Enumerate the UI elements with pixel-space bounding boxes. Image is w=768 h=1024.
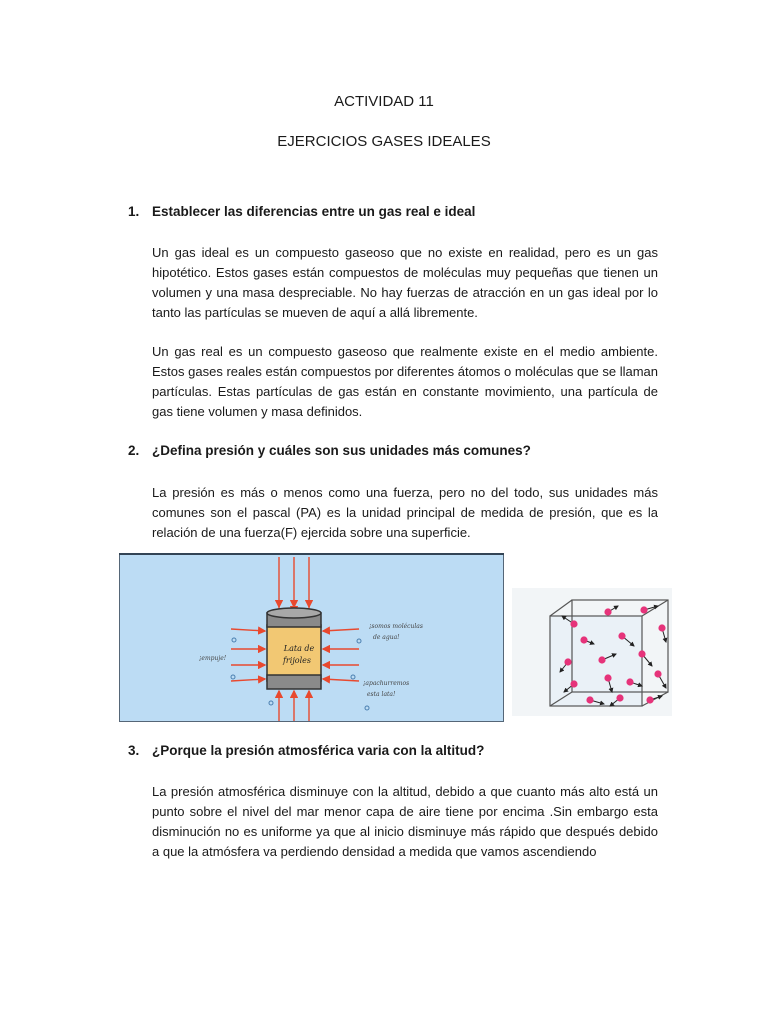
note-push: ¡empuje! [199, 655, 227, 662]
gas-particle [626, 678, 633, 685]
question-3 [128, 743, 484, 758]
note-molecules-line-2: de agua! [373, 634, 400, 641]
answer-3-paragraph-1: La presión atmosférica disminuye con la altitud, debido a que cuanto más alto está un punto sobre el nivel del mar menor capa de aire tiene por encima .Sin embargo esta disminución no es uniforme ya que al inicio disminuye más rápido que después debido a que la atmósfera va perdiendo densidad a medida que vamos ascendiendo [152, 784, 658, 859]
question-2 [128, 443, 531, 458]
question-text: ¿Porque la presión atmosférica varia con la altitud? [152, 743, 485, 758]
gas-particle [618, 632, 625, 639]
question-number: 3. [128, 743, 140, 758]
gas-particle [616, 694, 623, 701]
gas-particles-cube-figure [512, 588, 672, 716]
question-number: 2. [128, 443, 140, 458]
gas-particle [598, 656, 605, 663]
answer-1-paragraph-2: Un gas real es un compuesto gaseoso que realmente existe en el medio ambiente. Estos gases reales están compuestos por diferentes átomos o moléculas que se llaman partículas. Estas partículas de gas están en constante movimiento, una partícula de gas tiene volumen y masa definidos. [152, 344, 658, 419]
gas-particle [570, 620, 577, 627]
gas-particle [658, 624, 665, 631]
gas-particle [604, 674, 611, 681]
gas-particle [564, 658, 571, 665]
gas-particle [604, 608, 611, 615]
gas-particle [640, 606, 647, 613]
note-squash-line-1: ¡apachurremos [363, 680, 410, 687]
page-subtitle: EJERCICIOS GASES IDEALES [277, 133, 491, 150]
pressure-can-figure [119, 553, 504, 722]
note-squash-line-2: esta lata! [367, 691, 396, 698]
can-body [267, 625, 321, 681]
gas-particle [586, 696, 593, 703]
gas-particle [580, 636, 587, 643]
can-bottom-band [267, 675, 321, 689]
can-lid [267, 608, 321, 618]
answer-2-paragraph-1: La presión es más o menos como una fuerza, pero no del todo, sus unidades más comunes son el pascal (PA) es la unidad principal de medida de presión, que es la relación de una fuerza(F) ejercida sobre una superficie. [152, 485, 658, 540]
question-text: Establecer las diferencias entre un gas real e ideal [152, 204, 476, 219]
gas-particle [638, 650, 645, 657]
note-molecules-line-1: ¡somos moléculas [369, 623, 423, 630]
question-text: ¿Defina presión y cuáles son sus unidades más comunes? [152, 443, 531, 458]
can-label-line-2: frijoles [282, 656, 312, 665]
answer-1-paragraph-1: Un gas ideal es un compuesto gaseoso que no existe en realidad, pero es un gas hipotético. Estos gases están compuestos de moléculas muy pequeñas que tienen un volumen y una masa despreciable. No hay fuerzas de atracción en un gas ideal por lo tanto las partículas se mueven de aquí a allá libremente. [152, 245, 658, 320]
gas-particle [654, 670, 661, 677]
page-title: ACTIVIDAD 11 [334, 93, 434, 110]
gas-particle [570, 680, 577, 687]
question-number: 1. [128, 204, 140, 219]
gas-particle [646, 696, 653, 703]
question-1 [128, 204, 475, 219]
can-label-line-1: Lata de [283, 644, 315, 653]
